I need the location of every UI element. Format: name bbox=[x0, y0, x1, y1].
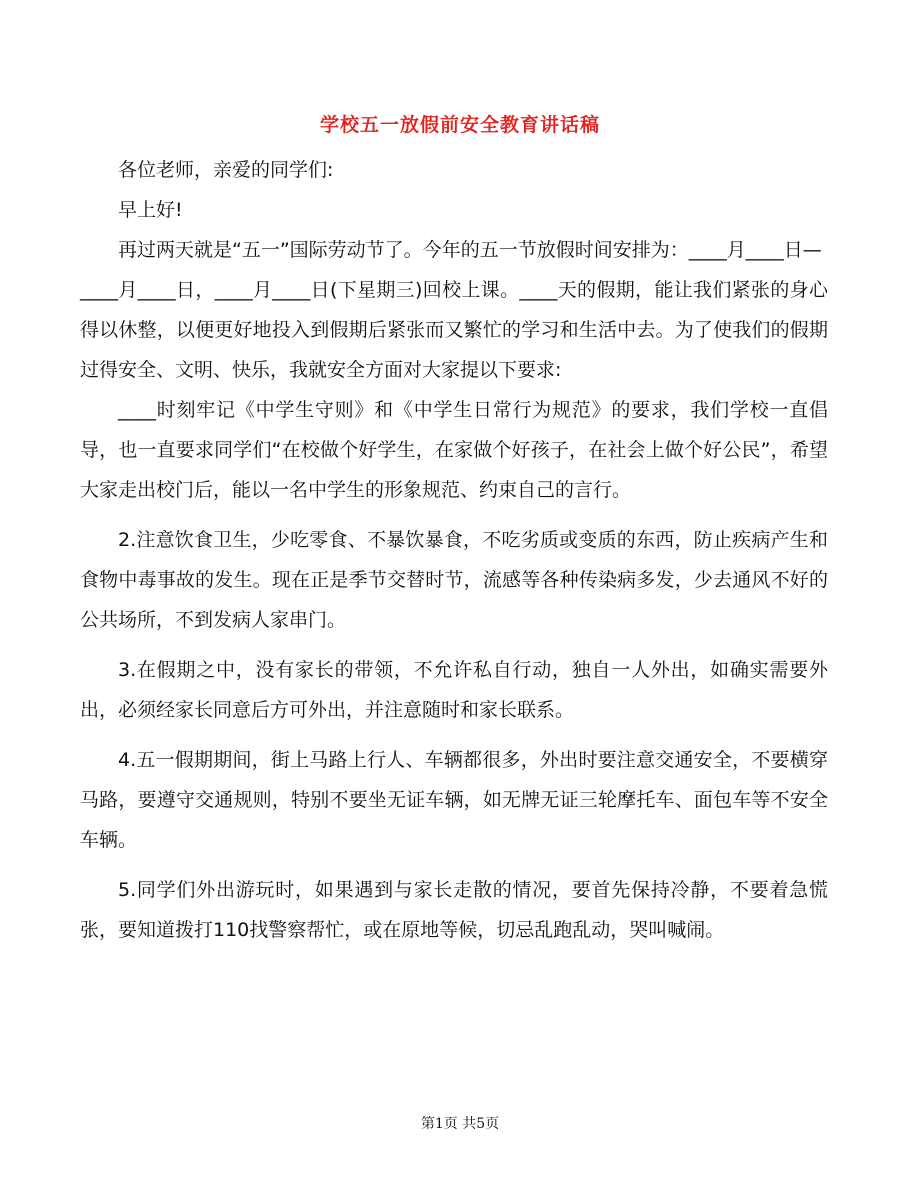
paragraph-schedule-line1: 再过两天就是“五一”国际劳动节了。今年的五一节放假时间安排为：____月____日— bbox=[118, 239, 822, 261]
page-footer: 第1页 共5页 bbox=[420, 1116, 500, 1132]
requirement-item-4: 4.五一假期期间，街上马路上行人、车辆都很多，外出时要注意交通安全，不要横穿马路，要遵守交通规则，特别不要坐无证车辆，如无牌无证三轮摩托车、面包车等不安全车辆。 bbox=[80, 749, 828, 851]
requirement-item-5: 5.同学们外出游玩时，如果遇到与家长走散的情况，要首先保持冷静，不要着急慌张，要知道拨打110找警察帮忙，或在原地等候，切忌乱跑乱动，哭叫喊闹。 bbox=[80, 879, 828, 941]
requirement-item-3: 3.在假期之中，没有家长的带领，不允许私自行动，独自一人外出，如确实需要外出，必须经家长同意后方可外出，并注意随时和家长联系。 bbox=[80, 659, 828, 721]
paragraph-schedule-line2: ____月____日，____月____日(下星期三)回校上课。____天的假期，能让我们紧张的身心得以休整，以便更好地投入到假期后紧张而又繁忙的学习和生活中去。为了使我们的假期过得安全、文明、快乐，我就安全方面对大家提以下要求: bbox=[80, 279, 828, 381]
greeting-audience: 各位老师，亲爱的同学们: bbox=[118, 159, 334, 181]
greeting-morning: 早上好! bbox=[118, 199, 183, 221]
document-title: 学校五一放假前安全教育讲话稿 bbox=[319, 114, 600, 136]
document-body bbox=[80, 150, 828, 950]
requirement-item-2: 2.注意饮食卫生，少吃零食、不暴饮暴食，不吃劣质或变质的东西，防止疾病产生和食物中毒事故的发生。现在正是季节交替时节，流感等各种传染病多发，少去通风不好的公共场所，不到发病人家串门。 bbox=[80, 529, 828, 631]
requirement-item-1: ____时刻牢记《中学生守则》和《中学生日常行为规范》的要求，我们学校一直倡导，也一直要求同学们“在校做个好学生，在家做个好孩子，在社会上做个好公民”，希望大家走出校门后，能以一名中学生的形象规范、约束自己的言行。 bbox=[80, 399, 828, 501]
